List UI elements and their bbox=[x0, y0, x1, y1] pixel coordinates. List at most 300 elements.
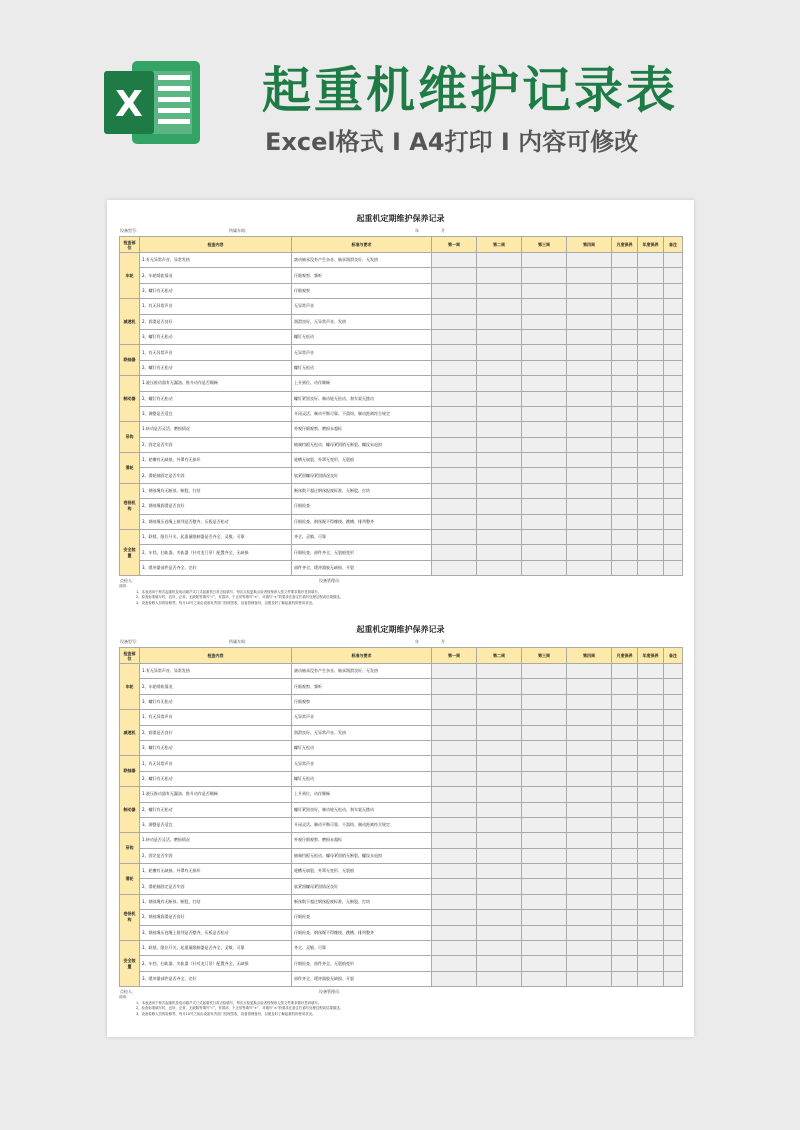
record-input-cell[interactable] bbox=[638, 314, 664, 329]
record-input-cell[interactable] bbox=[612, 253, 638, 268]
record-input-cell[interactable] bbox=[612, 879, 638, 894]
record-input-cell[interactable] bbox=[664, 283, 683, 298]
record-input-cell[interactable] bbox=[567, 345, 612, 360]
record-input-cell[interactable] bbox=[567, 710, 612, 725]
record-input-cell[interactable] bbox=[477, 925, 522, 940]
record-input-cell[interactable] bbox=[638, 406, 664, 421]
record-input-cell[interactable] bbox=[612, 453, 638, 468]
record-input-cell[interactable] bbox=[432, 879, 477, 894]
record-input-cell[interactable] bbox=[432, 406, 477, 421]
record-input-cell[interactable] bbox=[477, 376, 522, 391]
record-input-cell[interactable] bbox=[567, 787, 612, 802]
record-input-cell[interactable] bbox=[567, 329, 612, 344]
record-input-cell[interactable] bbox=[567, 664, 612, 679]
record-input-cell[interactable] bbox=[567, 499, 612, 514]
record-input-cell[interactable] bbox=[664, 360, 683, 375]
record-input-cell[interactable] bbox=[432, 283, 477, 298]
record-input-cell[interactable] bbox=[567, 756, 612, 771]
record-input-cell[interactable] bbox=[567, 468, 612, 483]
standard-cell: 软紧固螺母紧固情况良好 bbox=[292, 468, 432, 483]
record-input-cell[interactable] bbox=[432, 499, 477, 514]
record-input-cell[interactable] bbox=[432, 817, 477, 832]
record-input-cell[interactable] bbox=[612, 941, 638, 956]
record-input-cell[interactable] bbox=[612, 664, 638, 679]
record-input-cell[interactable] bbox=[477, 545, 522, 560]
record-input-cell[interactable] bbox=[612, 268, 638, 283]
record-input-cell[interactable] bbox=[664, 422, 683, 437]
record-input-cell[interactable] bbox=[638, 253, 664, 268]
record-input-cell[interactable] bbox=[638, 468, 664, 483]
record-input-cell[interactable] bbox=[522, 545, 567, 560]
record-input-cell[interactable] bbox=[567, 740, 612, 755]
record-input-cell[interactable] bbox=[522, 453, 567, 468]
record-input-cell[interactable] bbox=[522, 956, 567, 971]
record-input-cell[interactable] bbox=[638, 725, 664, 740]
record-input-cell[interactable] bbox=[638, 740, 664, 755]
record-input-cell[interactable] bbox=[664, 787, 683, 802]
record-input-cell[interactable] bbox=[664, 268, 683, 283]
record-input-cell[interactable] bbox=[638, 391, 664, 406]
record-input-cell[interactable] bbox=[477, 345, 522, 360]
record-input-cell[interactable] bbox=[567, 545, 612, 560]
record-input-cell[interactable] bbox=[638, 817, 664, 832]
table-row bbox=[120, 253, 683, 268]
record-input-cell[interactable] bbox=[477, 910, 522, 925]
column-header: 备注 bbox=[664, 237, 683, 253]
record-input-cell[interactable] bbox=[432, 894, 477, 909]
record-input-cell[interactable] bbox=[567, 679, 612, 694]
record-input-cell[interactable] bbox=[477, 299, 522, 314]
record-input-cell[interactable] bbox=[638, 437, 664, 452]
record-input-cell[interactable] bbox=[522, 817, 567, 832]
record-input-cell[interactable] bbox=[477, 710, 522, 725]
record-input-cell[interactable] bbox=[432, 314, 477, 329]
record-input-cell[interactable] bbox=[612, 514, 638, 529]
record-input-cell[interactable] bbox=[477, 530, 522, 545]
record-input-cell[interactable] bbox=[664, 664, 683, 679]
record-input-cell[interactable] bbox=[612, 360, 638, 375]
record-input-cell[interactable] bbox=[664, 468, 683, 483]
record-input-cell[interactable] bbox=[664, 864, 683, 879]
record-input-cell[interactable] bbox=[612, 910, 638, 925]
record-input-cell[interactable] bbox=[612, 787, 638, 802]
record-input-cell[interactable] bbox=[638, 894, 664, 909]
record-input-cell[interactable] bbox=[664, 406, 683, 421]
record-input-cell[interactable] bbox=[612, 771, 638, 786]
record-input-cell[interactable] bbox=[612, 391, 638, 406]
record-input-cell[interactable] bbox=[522, 864, 567, 879]
record-input-cell[interactable] bbox=[664, 894, 683, 909]
record-input-cell[interactable] bbox=[477, 694, 522, 709]
record-input-cell[interactable] bbox=[612, 971, 638, 986]
record-input-cell[interactable] bbox=[522, 725, 567, 740]
record-input-cell[interactable] bbox=[477, 253, 522, 268]
record-input-cell[interactable] bbox=[432, 910, 477, 925]
record-input-cell[interactable] bbox=[432, 864, 477, 879]
record-input-cell[interactable] bbox=[567, 771, 612, 786]
record-input-cell[interactable] bbox=[567, 925, 612, 940]
record-input-cell[interactable] bbox=[612, 437, 638, 452]
record-input-cell[interactable] bbox=[664, 560, 683, 575]
record-input-cell[interactable] bbox=[477, 833, 522, 848]
record-input-cell[interactable] bbox=[477, 817, 522, 832]
record-input-cell[interactable] bbox=[477, 268, 522, 283]
record-input-cell[interactable] bbox=[522, 345, 567, 360]
record-input-cell[interactable] bbox=[522, 360, 567, 375]
record-input-cell[interactable] bbox=[638, 971, 664, 986]
record-input-cell[interactable] bbox=[612, 694, 638, 709]
record-input-cell[interactable] bbox=[477, 664, 522, 679]
record-input-cell[interactable] bbox=[522, 530, 567, 545]
record-input-cell[interactable] bbox=[664, 756, 683, 771]
record-input-cell[interactable] bbox=[477, 514, 522, 529]
record-input-cell[interactable] bbox=[432, 360, 477, 375]
record-input-cell[interactable] bbox=[638, 560, 664, 575]
check-part-cell: 联轴器 bbox=[120, 756, 140, 787]
record-input-cell[interactable] bbox=[477, 483, 522, 498]
record-input-cell[interactable] bbox=[612, 483, 638, 498]
record-input-cell[interactable] bbox=[432, 329, 477, 344]
record-input-cell[interactable] bbox=[567, 422, 612, 437]
record-input-cell[interactable] bbox=[638, 283, 664, 298]
record-input-cell[interactable] bbox=[664, 329, 683, 344]
record-input-cell[interactable] bbox=[477, 740, 522, 755]
record-input-cell[interactable] bbox=[567, 879, 612, 894]
record-input-cell[interactable] bbox=[638, 771, 664, 786]
record-input-cell[interactable] bbox=[567, 253, 612, 268]
record-input-cell[interactable] bbox=[477, 941, 522, 956]
record-input-cell[interactable] bbox=[522, 314, 567, 329]
record-input-cell[interactable] bbox=[612, 406, 638, 421]
record-input-cell[interactable] bbox=[638, 787, 664, 802]
record-input-cell[interactable] bbox=[664, 848, 683, 863]
record-input-cell[interactable] bbox=[567, 299, 612, 314]
record-input-cell[interactable] bbox=[567, 956, 612, 971]
record-input-cell[interactable] bbox=[638, 910, 664, 925]
record-input-cell[interactable] bbox=[522, 468, 567, 483]
record-input-cell[interactable] bbox=[612, 560, 638, 575]
record-input-cell[interactable] bbox=[477, 679, 522, 694]
record-input-cell[interactable] bbox=[664, 740, 683, 755]
record-input-cell[interactable] bbox=[432, 437, 477, 452]
record-input-cell[interactable] bbox=[567, 530, 612, 545]
record-input-cell[interactable] bbox=[638, 833, 664, 848]
record-input-cell[interactable] bbox=[432, 376, 477, 391]
record-input-cell[interactable] bbox=[477, 848, 522, 863]
record-input-cell[interactable] bbox=[522, 787, 567, 802]
record-input-cell[interactable] bbox=[638, 545, 664, 560]
record-input-cell[interactable] bbox=[638, 376, 664, 391]
record-input-cell[interactable] bbox=[432, 253, 477, 268]
record-input-cell[interactable] bbox=[638, 329, 664, 344]
record-input-cell[interactable] bbox=[477, 956, 522, 971]
record-input-cell[interactable] bbox=[432, 422, 477, 437]
record-input-cell[interactable] bbox=[567, 268, 612, 283]
record-input-cell[interactable] bbox=[638, 694, 664, 709]
record-input-cell[interactable] bbox=[432, 694, 477, 709]
record-input-cell[interactable] bbox=[567, 848, 612, 863]
record-input-cell[interactable] bbox=[477, 725, 522, 740]
record-input-cell[interactable] bbox=[567, 483, 612, 498]
record-input-cell[interactable] bbox=[522, 771, 567, 786]
record-input-cell[interactable] bbox=[664, 483, 683, 498]
record-input-cell[interactable] bbox=[477, 771, 522, 786]
record-input-cell[interactable] bbox=[432, 345, 477, 360]
record-input-cell[interactable] bbox=[522, 941, 567, 956]
record-input-cell[interactable] bbox=[612, 468, 638, 483]
record-input-cell[interactable] bbox=[477, 499, 522, 514]
record-input-cell[interactable] bbox=[477, 283, 522, 298]
record-input-cell[interactable] bbox=[664, 802, 683, 817]
record-input-cell[interactable] bbox=[432, 268, 477, 283]
record-input-cell[interactable] bbox=[522, 499, 567, 514]
record-input-cell[interactable] bbox=[432, 514, 477, 529]
record-input-cell[interactable] bbox=[477, 422, 522, 437]
record-input-cell[interactable] bbox=[432, 725, 477, 740]
record-input-cell[interactable] bbox=[522, 848, 567, 863]
record-input-cell[interactable] bbox=[664, 679, 683, 694]
record-input-cell[interactable] bbox=[612, 530, 638, 545]
record-input-cell[interactable] bbox=[664, 694, 683, 709]
record-input-cell[interactable] bbox=[612, 710, 638, 725]
record-input-cell[interactable] bbox=[567, 560, 612, 575]
record-input-cell[interactable] bbox=[664, 545, 683, 560]
record-input-cell[interactable] bbox=[522, 253, 567, 268]
record-input-cell[interactable] bbox=[522, 391, 567, 406]
record-input-cell[interactable] bbox=[567, 314, 612, 329]
record-input-cell[interactable] bbox=[432, 802, 477, 817]
record-input-cell[interactable] bbox=[432, 740, 477, 755]
record-input-cell[interactable] bbox=[522, 376, 567, 391]
record-input-cell[interactable] bbox=[664, 971, 683, 986]
record-input-cell[interactable] bbox=[612, 756, 638, 771]
record-input-cell[interactable] bbox=[477, 360, 522, 375]
record-input-cell[interactable] bbox=[477, 971, 522, 986]
record-input-cell[interactable] bbox=[477, 560, 522, 575]
record-input-cell[interactable] bbox=[432, 545, 477, 560]
record-input-cell[interactable] bbox=[612, 833, 638, 848]
record-input-cell[interactable] bbox=[477, 894, 522, 909]
record-input-cell[interactable] bbox=[638, 756, 664, 771]
record-input-cell[interactable] bbox=[638, 530, 664, 545]
record-input-cell[interactable] bbox=[664, 514, 683, 529]
record-input-cell[interactable] bbox=[612, 817, 638, 832]
record-input-cell[interactable] bbox=[612, 864, 638, 879]
record-input-cell[interactable] bbox=[612, 802, 638, 817]
record-input-cell[interactable] bbox=[638, 345, 664, 360]
record-input-cell[interactable] bbox=[567, 360, 612, 375]
record-input-cell[interactable] bbox=[522, 925, 567, 940]
record-input-cell[interactable] bbox=[522, 664, 567, 679]
record-input-cell[interactable] bbox=[567, 802, 612, 817]
record-input-cell[interactable] bbox=[432, 299, 477, 314]
record-input-cell[interactable] bbox=[664, 391, 683, 406]
record-input-cell[interactable] bbox=[612, 725, 638, 740]
record-input-cell[interactable] bbox=[664, 925, 683, 940]
record-input-cell[interactable] bbox=[638, 299, 664, 314]
record-input-cell[interactable] bbox=[612, 329, 638, 344]
record-input-cell[interactable] bbox=[477, 756, 522, 771]
record-input-cell[interactable] bbox=[522, 329, 567, 344]
record-input-cell[interactable] bbox=[522, 833, 567, 848]
record-input-cell[interactable] bbox=[567, 725, 612, 740]
record-input-cell[interactable] bbox=[638, 679, 664, 694]
record-input-cell[interactable] bbox=[522, 299, 567, 314]
record-input-cell[interactable] bbox=[638, 483, 664, 498]
record-input-cell[interactable] bbox=[567, 910, 612, 925]
record-input-cell[interactable] bbox=[664, 833, 683, 848]
record-input-cell[interactable] bbox=[432, 941, 477, 956]
record-input-cell[interactable] bbox=[432, 468, 477, 483]
record-input-cell[interactable] bbox=[664, 299, 683, 314]
standard-cell: 仔细观察 bbox=[292, 694, 432, 709]
record-input-cell[interactable] bbox=[522, 406, 567, 421]
record-input-cell[interactable] bbox=[638, 848, 664, 863]
record-input-cell[interactable] bbox=[432, 756, 477, 771]
record-input-cell[interactable] bbox=[638, 453, 664, 468]
record-input-cell[interactable] bbox=[477, 864, 522, 879]
record-input-cell[interactable] bbox=[522, 483, 567, 498]
record-input-cell[interactable] bbox=[477, 437, 522, 452]
record-input-cell[interactable] bbox=[664, 437, 683, 452]
record-input-cell[interactable] bbox=[638, 664, 664, 679]
record-input-cell[interactable] bbox=[612, 314, 638, 329]
record-input-cell[interactable] bbox=[567, 941, 612, 956]
record-input-cell[interactable] bbox=[638, 268, 664, 283]
record-input-cell[interactable] bbox=[638, 802, 664, 817]
record-input-cell[interactable] bbox=[638, 956, 664, 971]
check-part-cell: 安全装置 bbox=[120, 941, 140, 987]
record-input-cell[interactable] bbox=[612, 376, 638, 391]
record-input-cell[interactable] bbox=[612, 299, 638, 314]
record-input-cell[interactable] bbox=[664, 879, 683, 894]
record-input-cell[interactable] bbox=[432, 956, 477, 971]
record-input-cell[interactable] bbox=[432, 560, 477, 575]
record-input-cell[interactable] bbox=[638, 360, 664, 375]
record-input-cell[interactable] bbox=[522, 268, 567, 283]
record-input-cell[interactable] bbox=[522, 894, 567, 909]
record-input-cell[interactable] bbox=[432, 925, 477, 940]
record-input-cell[interactable] bbox=[664, 253, 683, 268]
record-input-cell[interactable] bbox=[664, 910, 683, 925]
record-input-cell[interactable] bbox=[664, 499, 683, 514]
record-input-cell[interactable] bbox=[638, 879, 664, 894]
record-input-cell[interactable] bbox=[567, 817, 612, 832]
record-input-cell[interactable] bbox=[664, 453, 683, 468]
record-input-cell[interactable] bbox=[612, 545, 638, 560]
record-input-cell[interactable] bbox=[522, 910, 567, 925]
record-input-cell[interactable] bbox=[612, 679, 638, 694]
record-input-cell[interactable] bbox=[567, 971, 612, 986]
record-input-cell[interactable] bbox=[432, 679, 477, 694]
record-input-cell[interactable] bbox=[638, 422, 664, 437]
record-input-cell[interactable] bbox=[477, 453, 522, 468]
record-input-cell[interactable] bbox=[522, 679, 567, 694]
record-input-cell[interactable] bbox=[567, 694, 612, 709]
record-input-cell[interactable] bbox=[567, 283, 612, 298]
record-input-cell[interactable] bbox=[477, 314, 522, 329]
record-input-cell[interactable] bbox=[567, 894, 612, 909]
record-input-cell[interactable] bbox=[664, 725, 683, 740]
record-input-cell[interactable] bbox=[432, 530, 477, 545]
record-input-cell[interactable] bbox=[567, 406, 612, 421]
record-input-cell[interactable] bbox=[638, 710, 664, 725]
record-input-cell[interactable] bbox=[477, 329, 522, 344]
record-input-cell[interactable] bbox=[522, 694, 567, 709]
record-input-cell[interactable] bbox=[432, 971, 477, 986]
record-input-cell[interactable] bbox=[432, 453, 477, 468]
record-input-cell[interactable] bbox=[432, 664, 477, 679]
record-input-cell[interactable] bbox=[612, 894, 638, 909]
record-input-cell[interactable] bbox=[522, 283, 567, 298]
record-input-cell[interactable] bbox=[522, 879, 567, 894]
record-input-cell[interactable] bbox=[522, 710, 567, 725]
record-input-cell[interactable] bbox=[432, 771, 477, 786]
record-input-cell[interactable] bbox=[432, 710, 477, 725]
record-input-cell[interactable] bbox=[567, 833, 612, 848]
record-input-cell[interactable] bbox=[612, 956, 638, 971]
record-input-cell[interactable] bbox=[638, 864, 664, 879]
record-input-cell[interactable] bbox=[567, 437, 612, 452]
record-input-cell[interactable] bbox=[522, 514, 567, 529]
record-input-cell[interactable] bbox=[638, 514, 664, 529]
record-input-cell[interactable] bbox=[567, 514, 612, 529]
record-input-cell[interactable] bbox=[477, 802, 522, 817]
record-input-cell[interactable] bbox=[664, 530, 683, 545]
record-input-cell[interactable] bbox=[522, 560, 567, 575]
record-input-cell[interactable] bbox=[477, 879, 522, 894]
record-input-cell[interactable] bbox=[522, 740, 567, 755]
record-input-cell[interactable] bbox=[522, 756, 567, 771]
record-input-cell[interactable] bbox=[567, 391, 612, 406]
record-input-cell[interactable] bbox=[612, 422, 638, 437]
record-input-cell[interactable] bbox=[432, 787, 477, 802]
record-input-cell[interactable] bbox=[664, 771, 683, 786]
record-input-cell[interactable] bbox=[477, 787, 522, 802]
record-input-cell[interactable] bbox=[522, 802, 567, 817]
record-input-cell[interactable] bbox=[477, 468, 522, 483]
record-input-cell[interactable] bbox=[567, 376, 612, 391]
record-input-cell[interactable] bbox=[638, 925, 664, 940]
record-input-cell[interactable] bbox=[612, 345, 638, 360]
record-input-cell[interactable] bbox=[664, 710, 683, 725]
record-input-cell[interactable] bbox=[477, 391, 522, 406]
record-input-cell[interactable] bbox=[567, 453, 612, 468]
record-input-cell[interactable] bbox=[664, 314, 683, 329]
record-input-cell[interactable] bbox=[432, 391, 477, 406]
record-input-cell[interactable] bbox=[664, 376, 683, 391]
record-input-cell[interactable] bbox=[638, 941, 664, 956]
record-input-cell[interactable] bbox=[664, 817, 683, 832]
record-input-cell[interactable] bbox=[432, 848, 477, 863]
record-input-cell[interactable] bbox=[522, 437, 567, 452]
record-input-cell[interactable] bbox=[522, 422, 567, 437]
record-input-cell[interactable] bbox=[664, 941, 683, 956]
record-input-cell[interactable] bbox=[664, 345, 683, 360]
record-input-cell[interactable] bbox=[612, 848, 638, 863]
record-input-cell[interactable] bbox=[612, 499, 638, 514]
record-input-cell[interactable] bbox=[432, 483, 477, 498]
record-input-cell[interactable] bbox=[612, 283, 638, 298]
record-input-cell[interactable] bbox=[432, 833, 477, 848]
record-input-cell[interactable] bbox=[477, 406, 522, 421]
record-input-cell[interactable] bbox=[522, 971, 567, 986]
record-input-cell[interactable] bbox=[612, 740, 638, 755]
record-input-cell[interactable] bbox=[567, 864, 612, 879]
record-input-cell[interactable] bbox=[638, 499, 664, 514]
record-input-cell[interactable] bbox=[612, 925, 638, 940]
record-input-cell[interactable] bbox=[664, 956, 683, 971]
